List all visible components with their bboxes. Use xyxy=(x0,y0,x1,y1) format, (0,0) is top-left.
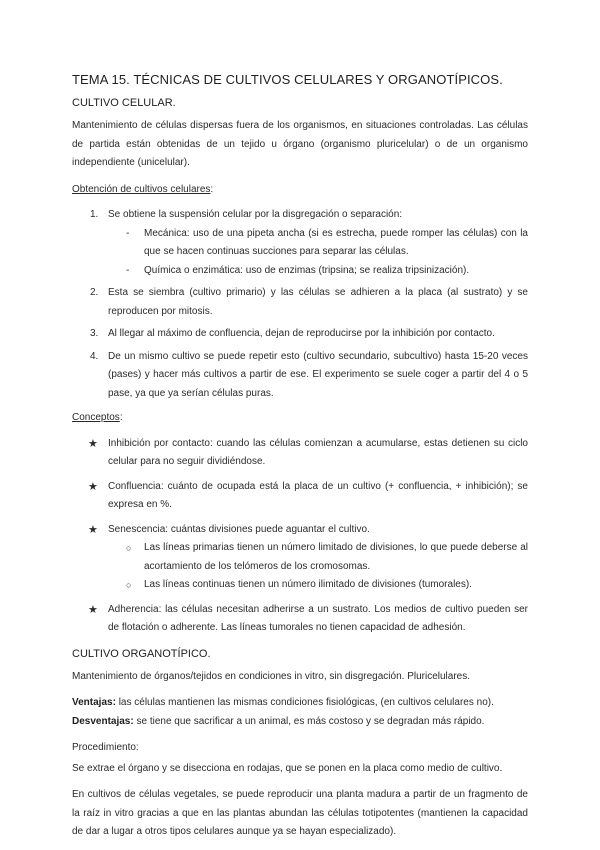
organotipico-intro: Mantenimiento de órganos/tejidos en condiciones in vitro, sin disgregación. Pluricelulares. xyxy=(72,670,470,682)
document-title: TEMA 15. TÉCNICAS DE CULTIVOS CELULARES Y ORGANOTÍPICOS. xyxy=(72,72,503,87)
concept-text: Inhibición por contacto: cuando las células comienzan a acumularse, estas detienen su ciclo celular para no seguir dividiéndose. xyxy=(108,437,528,467)
concept-item xyxy=(72,435,528,472)
document-page xyxy=(72,72,528,850)
step-item xyxy=(72,284,528,321)
circle-bullet-icon: ○ xyxy=(126,543,132,553)
step-text: Al llegar al máximo de confluencia, dejan de reproducirse por la inhibición por contacto. xyxy=(108,328,495,339)
obtencion-steps xyxy=(72,206,528,403)
step-item xyxy=(72,348,528,404)
disgregation-methods xyxy=(108,225,528,281)
concept-text: Confluencia: cuánto de ocupada está la placa de un cultivo (+ confluencia, + inhibición); se expresa en %. xyxy=(108,480,528,510)
senescence-text: Las líneas primarias tienen un número limitado de divisiones, lo que puede deberse al acortamiento de los telómeros de los cromosomas. xyxy=(144,542,528,572)
step-number: 4. xyxy=(90,350,99,362)
concept-item xyxy=(72,478,528,515)
star-bullet-icon: ★ xyxy=(88,480,98,493)
obtencion-colon: : xyxy=(210,183,214,195)
step-text: Esta se siembra (cultivo primario) y las células se adhieren a la placa (al sustrato) y se reproducen por mitosis. xyxy=(108,287,528,317)
method-text: Mecánica: uso de una pipeta ancha (si es estrecha, puede romper las células) con la que se hacen continuas succiones para separar las células. xyxy=(144,227,528,257)
circle-bullet-icon: ○ xyxy=(126,580,132,590)
conceptos-heading xyxy=(72,409,528,428)
procedimiento-paragraph-1: Se extrae el órgano y se disecciona en rodajas, que se ponen en la placa como medio de cultivo. xyxy=(72,762,503,774)
method-item xyxy=(108,225,528,262)
ventajas-text: las células mantienen las mismas condiciones fisiológicas, (en cultivos celulares no). xyxy=(115,697,494,708)
star-bullet-icon: ★ xyxy=(88,437,98,450)
procedimiento-paragraph-2: En cultivos de células vegetales, se puede reproducir una planta madura a partir de un fragmento de la raíz in vitro gracias a que en las plantas abundan las células totipotentes (mantienen la capacidad de dar a lugar a otros tipos celulares aunque ya se hayan especializado). xyxy=(72,789,528,837)
desventajas-paragraph xyxy=(72,713,528,732)
star-bullet-icon: ★ xyxy=(88,523,98,536)
dash-bullet: - xyxy=(126,264,130,276)
ventajas-label: Ventajas: xyxy=(72,697,116,708)
section-heading-cultivo-celular: CULTIVO CELULAR. xyxy=(72,97,176,109)
senescence-sublist xyxy=(108,539,528,595)
ventajas-paragraph xyxy=(72,694,528,713)
desventajas-label: Desventajas: xyxy=(72,715,134,727)
step-item xyxy=(72,325,528,344)
desventajas-text: se tiene que sacrificar a un animal, es más costoso y se degradan más rápido. xyxy=(133,715,485,727)
step-item xyxy=(72,206,528,280)
step-number: 3. xyxy=(90,328,99,339)
concept-item xyxy=(72,521,528,595)
step-number: 1. xyxy=(90,209,99,220)
step-text: De un mismo cultivo se puede repetir esto (cultivo secundario, subcultivo) hasta 15-20 veces (pases) y hacer más cultivos a partir de ese. El experimento se suele coger a partir del 4 o 5 pase, ya que ya serían células puras. xyxy=(108,350,528,399)
step-number: 2. xyxy=(90,287,99,298)
concepts-list xyxy=(72,435,528,638)
method-text: Química o enzimática: uso de enzimas (tripsina; se realiza tripsinización). xyxy=(144,264,470,276)
step-text: Se obtiene la suspensión celular por la disgregación o separación: xyxy=(108,209,403,220)
concept-text: Adherencia: las células necesitan adherirse a un sustrato. Los medios de cultivo pueden ser de flotación o adherente. Las líneas tumorales no tienen capacidad de adhesión. xyxy=(108,603,528,633)
section-heading-cultivo-organotipico: CULTIVO ORGANOTÍPICO. xyxy=(72,647,211,660)
concept-text: Senescencia: cuántas divisiones puede aguantar el cultivo. xyxy=(108,523,370,535)
senescence-item xyxy=(108,576,528,595)
cultivo-celular-intro: Mantenimiento de células dispersas fuera de los organismos, en situaciones controladas. Las células de partida están obtenidas de un tejido u órgano (organismo pluricelular) o de un organismo independiente (unicelular). xyxy=(72,120,528,168)
conceptos-colon: : xyxy=(119,412,123,423)
star-bullet-icon: ★ xyxy=(88,603,98,616)
method-item xyxy=(108,262,528,281)
obtencion-label: Obtención de cultivos celulares xyxy=(72,183,211,195)
senescence-text: Las líneas continuas tienen un número ilimitado de divisiones (tumorales). xyxy=(144,579,472,590)
concept-item xyxy=(72,601,528,638)
obtencion-heading xyxy=(72,181,528,200)
senescence-item xyxy=(108,539,528,576)
procedimiento-label: Procedimiento: xyxy=(72,742,139,753)
conceptos-label: Conceptos xyxy=(72,412,120,423)
dash-bullet: - xyxy=(126,227,130,239)
